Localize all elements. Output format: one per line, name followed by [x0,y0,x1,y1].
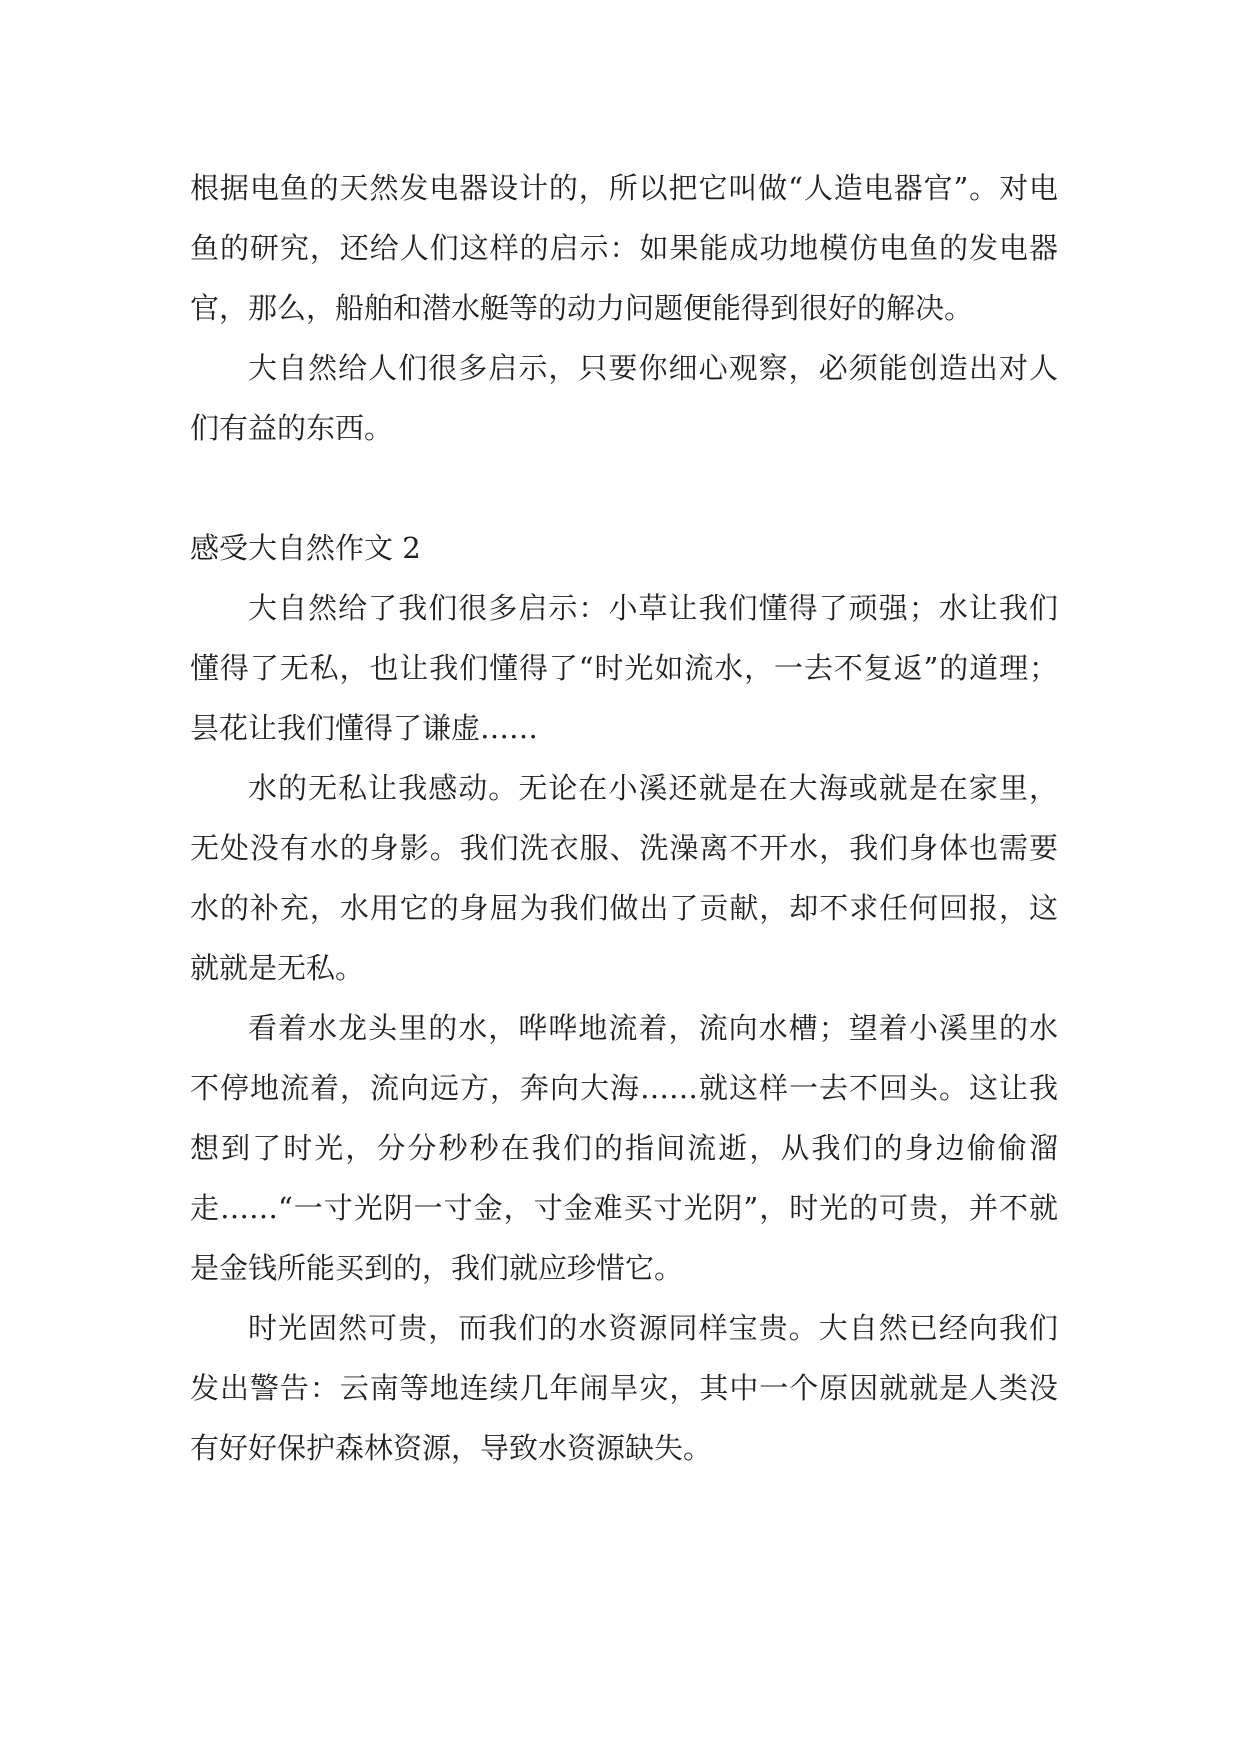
paragraph-conclusion: 大自然给人们很多启示，只要你细心观察，必须能创造出对人们有益的东西。 [190,351,1058,445]
document-body [190,158,1058,1478]
paragraph: 水的无私让我感动。无论在小溪还就是在大海或就是在家里，无处没有水的身影。我们洗衣服、洗澡离不开水，我们身体也需要水的补充，水用它的身屈为我们做出了贡献，却不求任何回报，这就就是无私。 [190,771,1058,985]
paragraph-continuation: 根据电鱼的天然发电器设计的，所以把它叫做“人造电器官”。对电鱼的研究，还给人们这样的启示：如果能成功地模仿电鱼的发电器官，那么，船舶和潜水艇等的动力问题便能得到很好的解决。 [190,171,1058,325]
paragraph: 时光固然可贵，而我们的水资源同样宝贵。大自然已经向我们发出警告：云南等地连续几年闹旱灾，其中一个原因就就是人类没有好好保护森林资源，导致水资源缺失。 [190,1311,1058,1465]
section-spacer [190,458,1058,518]
section-title: 感受大自然作文 2 [190,531,421,565]
paragraph: 看着水龙头里的水，哗哗地流着，流向水槽；望着小溪里的水不停地流着，流向远方，奔向大海……就这样一去不回头。这让我想到了时光，分分秒秒在我们的指间流逝，从我们的身边偷偷溜走……“一寸光阴一寸金，寸金难买寸光阴”，时光的可贵，并不就是金钱所能买到的，我们就应珍惜它。 [190,1011,1058,1285]
paragraph: 大自然给了我们很多启示：小草让我们懂得了顽强；水让我们懂得了无私，也让我们懂得了“时光如流水，一去不复返”的道理；昙花让我们懂得了谦虚…… [190,591,1058,745]
